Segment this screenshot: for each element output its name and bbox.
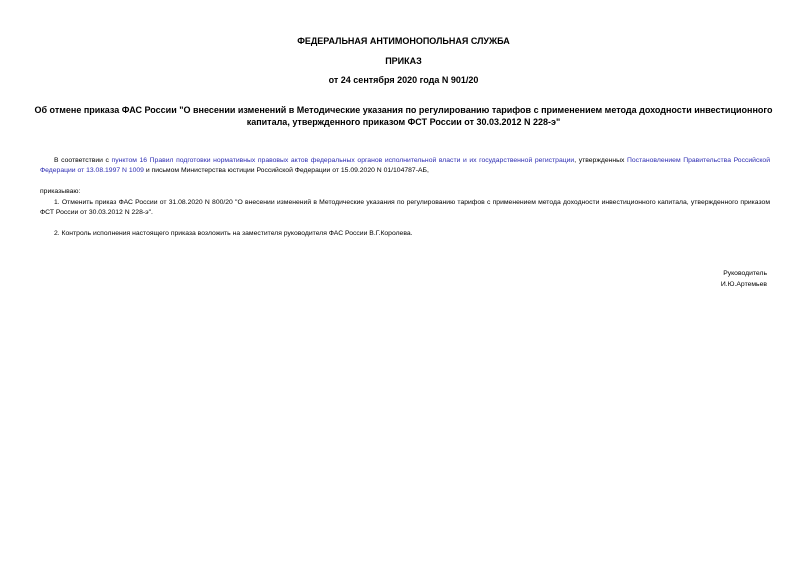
document-type: ПРИКАЗ [385,56,422,66]
order-item-2: 2. Контроль исполнения настоящего приказа возложить на заместителя руководителя ФАС России В.Г.Королева. [54,230,413,237]
signer-name: И.Ю.Артемьев [720,281,767,288]
preamble-text-3: и письмом Министерства юстиции Российской Федерации от 15.09.2020 N 01/104787-АБ, [143,167,429,174]
signer-position: Руководитель [723,270,767,277]
document-date-number: от 24 сентября 2020 года N 901/20 [328,75,479,85]
preamble-text-1: В соответствии с [54,157,112,164]
government-resolution-link[interactable]: Постановлением Правительства Российской Федерации от 13.08.1997 N 1009 [40,157,771,174]
order-item-1: 1. Отменить приказ ФАС России от 31.08.2020 N 800/20 "О внесении изменений в Методические указания по регулированию тарифов с применением метода доходности инвестиционного капитала, утвержденного приказом ФСТ России от 30.03.2012 N 228-э". [40,199,770,216]
signature-block [567,268,767,290]
preamble-paragraph [40,156,770,176]
rules-link[interactable]: пунктом 16 Правил подготовки нормативных правовых актов федеральных органов исполнительной власти и их государственной регистрации [111,157,575,164]
preamble-text-2: , утвержденных [574,157,627,164]
agency-name: ФЕДЕРАЛЬНАЯ АНТИМОНОПОЛЬНАЯ СЛУЖБА [297,36,510,46]
document-title [30,104,777,128]
document-title-line-1: Об отмене приказа ФАС России "О внесении изменений в Методические указания по регулированию тарифов с применением метода доходности инвестиционного [34,105,773,115]
order-word: приказываю: [40,188,81,195]
document-title-line-2: капитала, утвержденного приказом ФСТ России от 30.03.2012 N 228-э" [246,117,561,127]
